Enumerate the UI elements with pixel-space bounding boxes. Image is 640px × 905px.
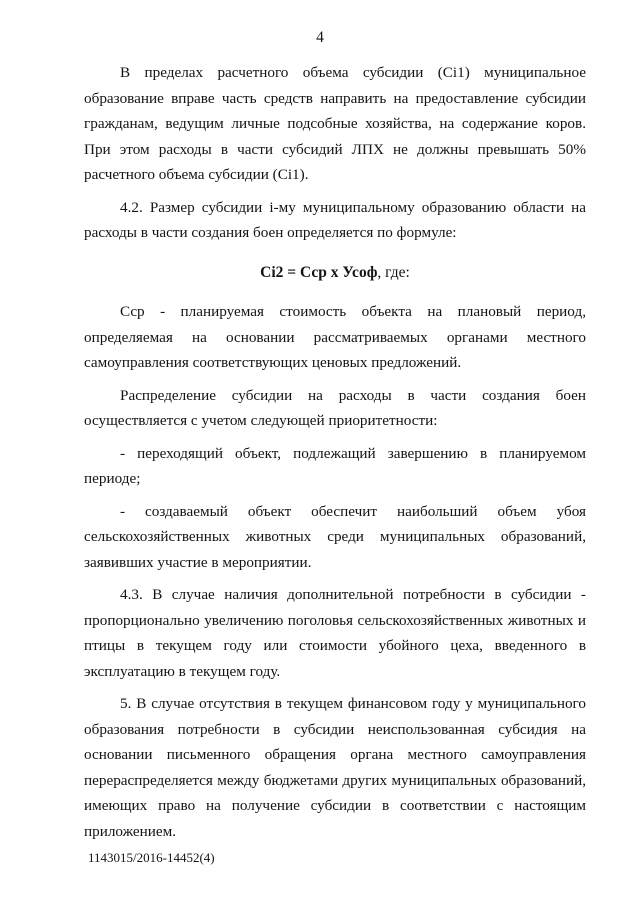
paragraph-5: 5. В случае отсутствия в текущем финансовом году у муниципального образования потребности в субсидии неиспользованная субсидия на основании письменного обращения органа местного самоуправления перераспределяется между бюджетами других муниципальных образований, имеющих право на получение субсидии в соответствии с настоящим приложением.: [84, 695, 586, 840]
paragraph-4-3: 4.3. В случае наличия дополнительной потребности в субсидии - пропорционально увеличению поголовья сельскохозяйственных животных и птицы в текущем году или стоимости убойного цеха, введенного в эксплуатацию в текущем году.: [84, 586, 586, 680]
list-item-transitional-object: - переходящий объект, подлежащий завершению в планируемом периоде;: [84, 444, 586, 487]
page-number: 4: [316, 29, 324, 46]
document-body: [84, 60, 586, 844]
formula-expression: Ci2 = Сср х Усоф: [260, 263, 378, 281]
paragraph-4-2: 4.2. Размер субсидии i-му муниципальному образованию области на расходы в части создания боен определяется по формуле:: [84, 198, 586, 241]
paragraph-subsidy-limit: В пределах расчетного объема субсидии (Ci1) муниципальное образование вправе часть средств направить на предоставление субсидии гражданам, ведущим личные подсобные хозяйства, на содержание коров. При этом расходы в части субсидий ЛПХ не должны превышать 50% расчетного объема субсидии (Ci1).: [84, 64, 586, 183]
formula-suffix: , где:: [377, 263, 410, 281]
formula: [84, 260, 586, 286]
paragraph-priority-intro: Распределение субсидии на расходы в части создания боен осуществляется с учетом следующей приоритетности:: [84, 386, 586, 429]
document-code: 1143015/2016-14452(4): [88, 850, 215, 865]
paragraph-ccp-definition: Сср - планируемая стоимость объекта на плановый период, определяемая на основании рассматриваемых органами местного самоуправления соответствующих ценовых предложений.: [84, 303, 586, 371]
list-item-new-object: - создаваемый объект обеспечит наибольший объем убоя сельскохозяйственных животных среди муниципальных образований, заявивших участие в мероприятии.: [84, 502, 586, 571]
